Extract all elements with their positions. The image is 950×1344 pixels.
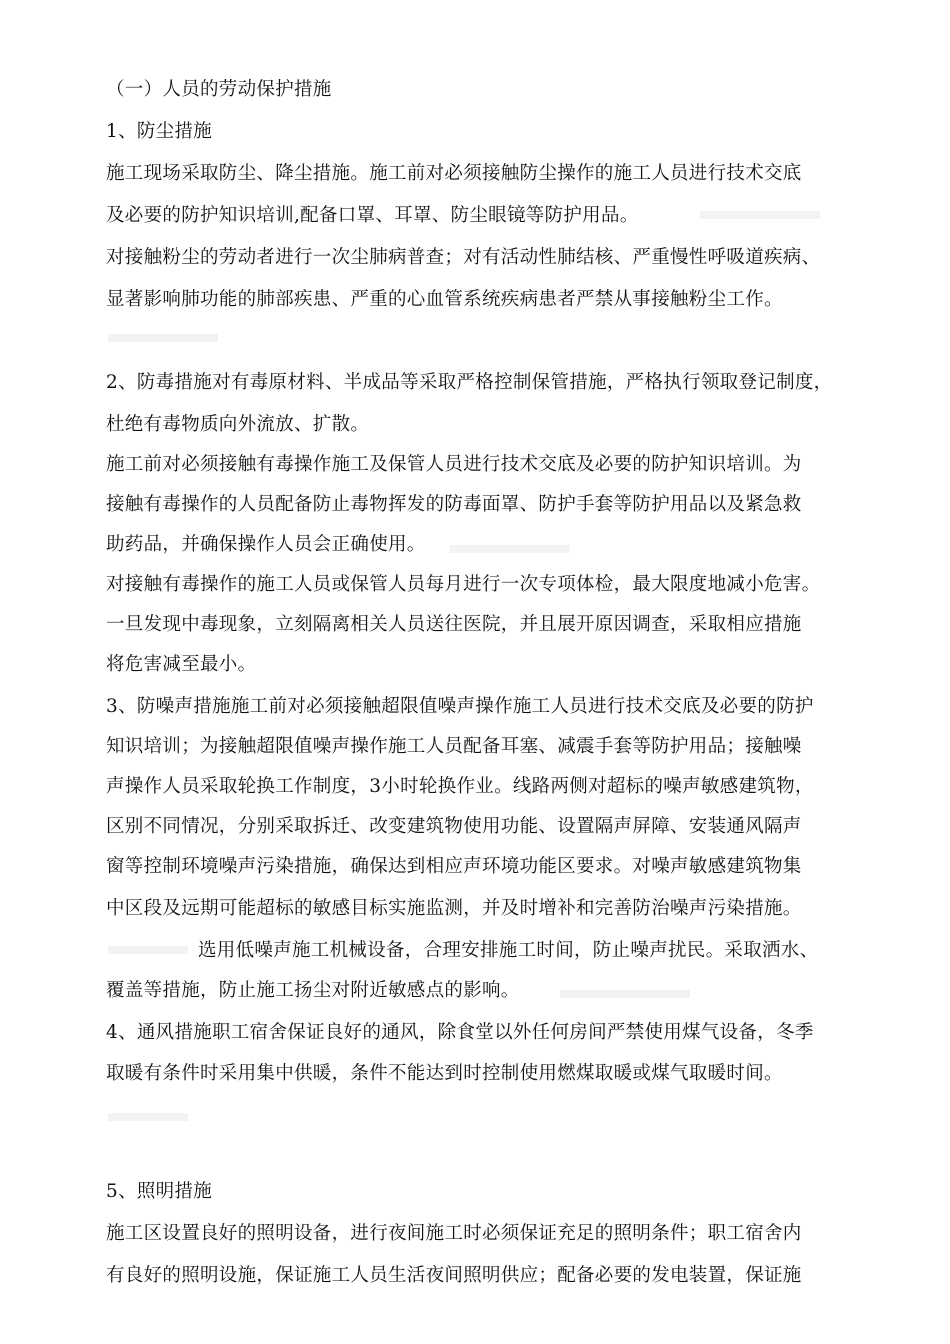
paragraph-line: 杜绝有毒物质向外流放、扩散。 [106, 414, 370, 435]
paragraph-line: 助药品，并确保操作人员会正确使用。 [106, 534, 426, 555]
paragraph-line: 对接触有毒操作的施工人员或保管人员每月进行一次专项体检，最大限度地减小危害。 [106, 574, 821, 595]
paragraph-line: 选用低噪声施工机械设备，合理安排施工时间，防止噪声扰民。采取洒水、 [198, 940, 819, 961]
paragraph-line: 对接触粉尘的劳动者进行一次尘肺病普查；对有活动性肺结核、严重慢性呼吸道疾病、 [106, 247, 821, 268]
paragraph-line: 显著影响肺功能的肺部疾患、严重的心血管系统疾病患者严禁从事接触粉尘工作。 [106, 289, 783, 310]
subsection-title-noise: 3、防噪声措施施工前对必须接触超限值噪声操作施工人员进行技术交底及必要的防护 [106, 696, 814, 717]
faint-watermark-mark [560, 990, 690, 998]
subsection-title-poison: 2、防毒措施对有毒原材料、半成品等采取严格控制保管措施，严格执行领取登记制度， [106, 372, 833, 393]
paragraph-line: 区别不同情况，分别采取拆迁、改变建筑物使用功能、设置隔声屏障、安装通风隔声 [106, 816, 802, 837]
paragraph-line: 窗等控制环境噪声污染措施，确保达到相应声环境功能区要求。对噪声敏感建筑物集 [106, 856, 802, 877]
paragraph-line: 中区段及远期可能超标的敏感目标实施监测，并及时增补和完善防治噪声污染措施。 [106, 898, 802, 919]
subsection-title-dust: 1、防尘措施 [106, 121, 213, 142]
faint-watermark-mark [450, 545, 570, 553]
paragraph-line: 及必要的防护知识培训,配备口罩、耳罩、防尘眼镜等防护用品。 [106, 205, 639, 226]
subsection-title-lighting: 5、照明措施 [106, 1181, 213, 1202]
paragraph-line: 有良好的照明设施，保证施工人员生活夜间照明供应；配备必要的发电装置，保证施 [106, 1265, 802, 1286]
faint-watermark-mark [108, 1113, 188, 1121]
paragraph-line: 将危害减至最小。 [106, 654, 257, 675]
paragraph-line: 覆盖等措施，防止施工扬尘对附近敏感点的影响。 [106, 980, 520, 1001]
subsection-title-ventilation: 4、通风措施职工宿舍保证良好的通风，除食堂以外任何房间严禁使用煤气设备，冬季 [106, 1022, 814, 1043]
paragraph-line: 知识培训；为接触超限值噪声操作施工人员配备耳塞、减震手套等防护用品；接触噪 [106, 736, 802, 757]
paragraph-line: 一旦发现中毒现象，立刻隔离相关人员送往医院，并且展开原因调查，采取相应措施 [106, 614, 802, 635]
paragraph-line: 声操作人员采取轮换工作制度，3小时轮换作业。线路两侧对超标的噪声敏感建筑物， [106, 776, 814, 797]
paragraph-line: 施工现场采取防尘、降尘措施。施工前对必须接触防尘操作的施工人员进行技术交底 [106, 163, 802, 184]
faint-watermark-mark [108, 334, 218, 342]
section-heading: （一）人员的劳动保护措施 [106, 79, 332, 100]
paragraph-line: 取暖有条件时采用集中供暖，条件不能达到时控制使用燃煤取暖或煤气取暖时间。 [106, 1063, 783, 1084]
paragraph-line: 施工前对必须接触有毒操作施工及保管人员进行技术交底及必要的防护知识培训。为 [106, 454, 802, 475]
paragraph-line: 施工区设置良好的照明设备，进行夜间施工时必须保证充足的照明条件；职工宿舍内 [106, 1223, 802, 1244]
faint-watermark-mark [108, 946, 188, 954]
paragraph-line: 接触有毒操作的人员配备防止毒物挥发的防毒面罩、防护手套等防护用品以及紧急救 [106, 494, 802, 515]
faint-watermark-mark [700, 211, 820, 219]
